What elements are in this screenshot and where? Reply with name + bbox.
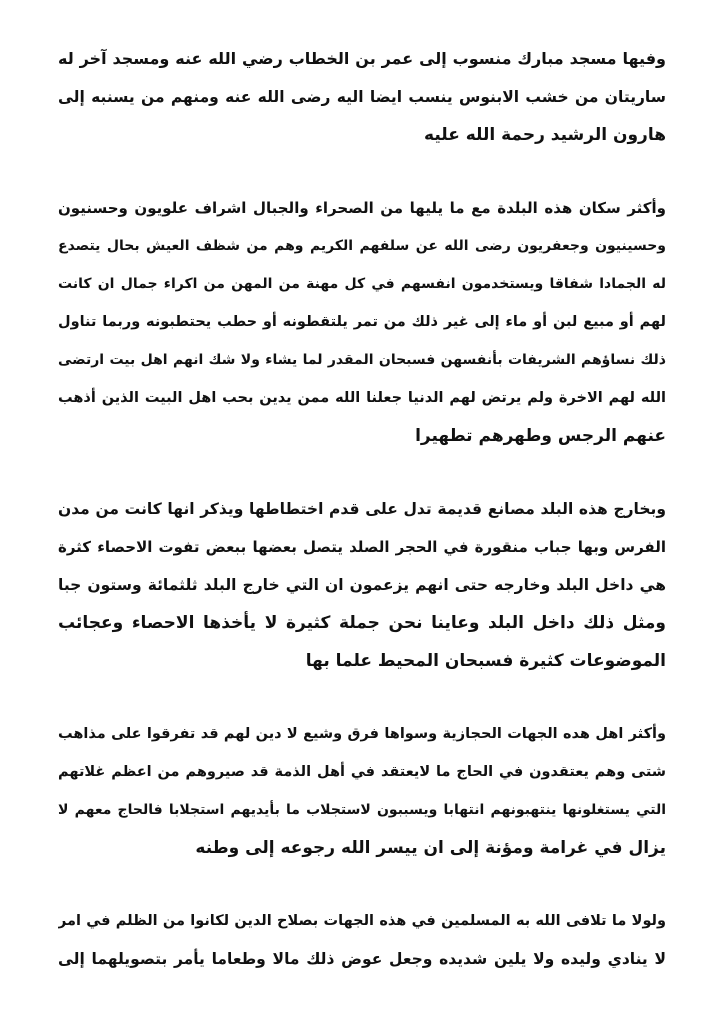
text-line: التي يستغلونها ينتهبونهم انتهابا ويسببون لاستجلاب ما بأيديهم استجلابا فالحاج معهم لا — [58, 802, 666, 818]
document-page — [58, 40, 666, 1013]
text-line: الله لهم الاخرة ولم يرتض لهم الدنيا جعلنا الله ممن يدين بحب اهل البيت الذين أذهب — [58, 390, 666, 406]
text-line: وأكثر اهل هده الجهات الحجازية وسواها فرق وشيع لا دين لهم قد تفرقوا على مذاهب — [58, 726, 666, 742]
paragraph-saladin — [58, 902, 666, 978]
text-line: ساريتان من خشب الابنوس ينسب ايضا اليه رضى الله عنه ومنهم من يسنبه إلى — [58, 88, 666, 106]
text-line: ولولا ما تلافى الله به المسلمين في هذه الجهات بصلاح الدين لكانوا من الظلم في امر — [58, 913, 666, 929]
text-line: هي داخل البلد وخارجه حتى انهم يزعمون ان التي خارج البلد ثلثمائة وستون جبا — [58, 576, 666, 594]
text-line: لهم أو مبيع لبن أو ماء إلى غير ذلك من تمر يلتقطونه أو حطب يحتطبونه وربما تناول — [58, 314, 666, 330]
text-line: شتى وهم يعتقدون في الحاج ما لايعتقد في أهل الذمة قد صيروهم من اعظم غلاتهم — [58, 764, 666, 780]
text-line: وفيها مسجد مبارك منسوب إلى عمر بن الخطاب رضي الله عنه ومسجد آخر له — [58, 49, 666, 68]
text-line: وحسينيون وجعفريون رضى الله عن سلفهم الكريم وهم من شظف العيش بحال يتصدع — [58, 238, 666, 254]
text-line: هارون الرشيد رحمة الله عليه — [424, 125, 666, 145]
paragraph-cisterns — [58, 490, 666, 680]
paragraph-inhabitants — [58, 189, 666, 455]
text-line: الموضوعات كثيرة فسبحان المحيط علما بها — [305, 651, 666, 671]
text-line: يزال في غرامة ومؤنة إلى ان ييسر الله رجوعه إلى وطنه — [195, 838, 666, 858]
text-line: ذلك نساؤهم الشريفات بأنفسهن فسبحان المقدر لما يشاء ولا شك انهم اهل بيت ارتضى — [58, 352, 666, 368]
paragraph-mosques — [58, 40, 666, 154]
text-line: له الجمادا شفاقا ويستخدمون انفسهم في كل مهنة من المهن من اكراء جمال ان كانت — [58, 276, 666, 292]
text-line: الفرس وبها جباب منقورة في الحجر الصلد يتصل بعضها ببعض تفوت الاحصاء كثرة — [58, 538, 666, 556]
paragraph-sects — [58, 715, 666, 867]
text-line: وأكثر سكان هذه البلدة مع ما يليها من الصحراء والجبال اشراف علويون وحسنيون — [58, 199, 666, 217]
text-line: وبخارج هذه البلد مصانع قديمة تدل على قدم اختطاطها ويذكر انها كانت من مدن — [58, 500, 666, 518]
text-line: لا ينادي وليده ولا يلين شديده وجعل عوض ذلك مالا وطعاما يأمر بتصويلهما إلى — [58, 950, 666, 968]
text-line: عنهم الرجس وطهرهم تطهيرا — [415, 426, 666, 446]
text-line: ومثل ذلك داخل البلد وعاينا نحن جملة كثيرة لا يأخذها الاحصاء وعجائب — [58, 613, 666, 633]
